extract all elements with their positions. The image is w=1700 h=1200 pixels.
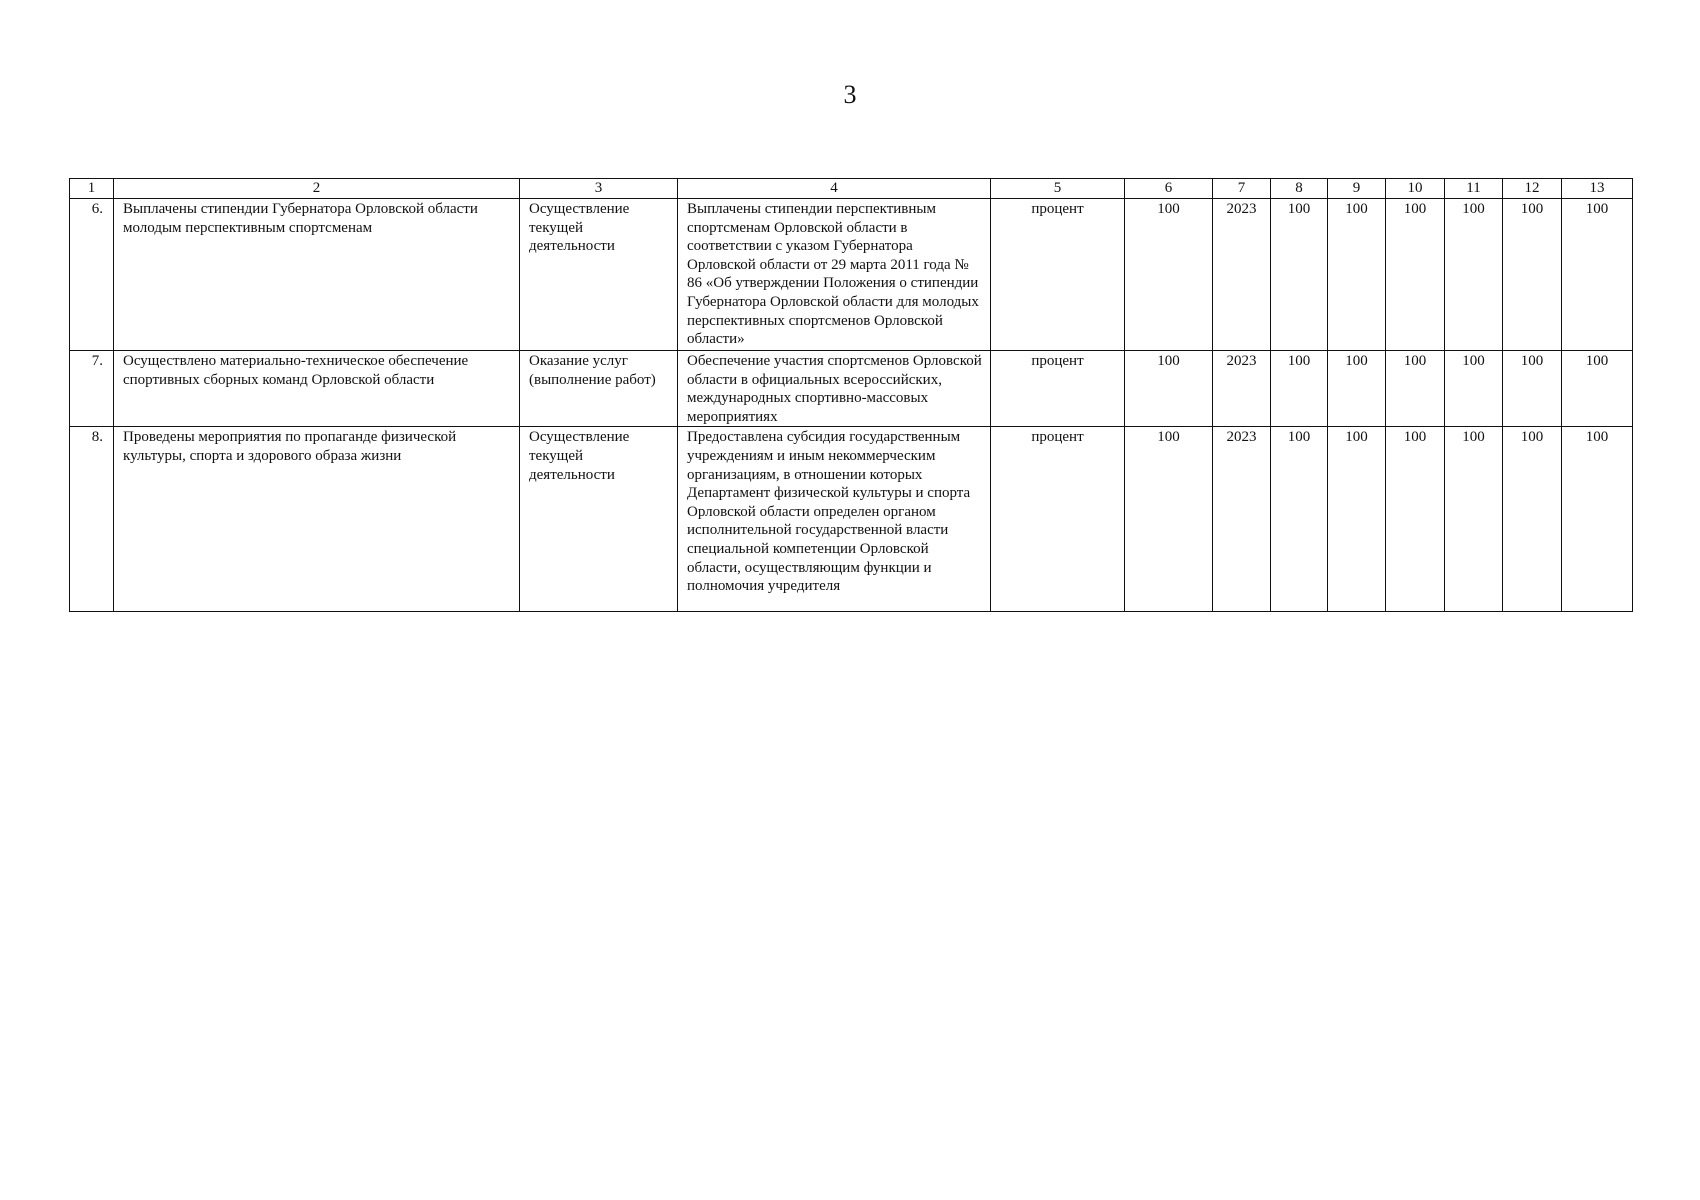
unit-cell: процент xyxy=(991,199,1125,351)
value-cell: 100 xyxy=(1386,351,1445,427)
value-cell: 100 xyxy=(1503,351,1562,427)
column-header: 8 xyxy=(1271,179,1328,199)
results-table xyxy=(69,178,1633,612)
description-cell: Выплачены стипендии перспективным спортсменам Орловской области в соответствии с указом Губернатора Орловской области от 29 марта 2011 года № 86 «Об утверждении Положения о стипендии Губернатора Орловской области для молодых перспективных спортсменов Орловской области» xyxy=(678,199,991,351)
column-header: 4 xyxy=(678,179,991,199)
column-header: 13 xyxy=(1562,179,1633,199)
result-cell: Выплачены стипендии Губернатора Орловской области молодым перспективным спортсменам xyxy=(114,199,520,351)
unit-cell: процент xyxy=(991,351,1125,427)
value-cell: 100 xyxy=(1271,199,1328,351)
base-year-cell: 2023 xyxy=(1213,427,1271,612)
page-number: 3 xyxy=(843,80,857,109)
base-year-cell: 2023 xyxy=(1213,199,1271,351)
column-header: 6 xyxy=(1125,179,1213,199)
row-number: 8. xyxy=(70,427,114,612)
type-cell: Осуществление текущей деятельности xyxy=(520,427,678,612)
table-row xyxy=(70,427,1633,612)
type-cell: Оказание услуг (выполнение работ) xyxy=(520,351,678,427)
value-cell: 100 xyxy=(1271,427,1328,612)
value-cell: 100 xyxy=(1328,427,1386,612)
column-header: 1 xyxy=(70,179,114,199)
value-cell: 100 xyxy=(1445,351,1503,427)
value-cell: 100 xyxy=(1562,351,1633,427)
value-cell: 100 xyxy=(1503,427,1562,612)
base-value-cell: 100 xyxy=(1125,351,1213,427)
value-cell: 100 xyxy=(1562,427,1633,612)
base-value-cell: 100 xyxy=(1125,427,1213,612)
header-row xyxy=(70,179,1633,199)
description-cell: Обеспечение участия спортсменов Орловской области в официальных всероссийских, международных спортивно-массовых мероприятиях xyxy=(678,351,991,427)
value-cell: 100 xyxy=(1328,199,1386,351)
value-cell: 100 xyxy=(1328,351,1386,427)
value-cell: 100 xyxy=(1386,199,1445,351)
column-header: 3 xyxy=(520,179,678,199)
result-cell: Осуществлено материально-техническое обеспечение спортивных сборных команд Орловской области xyxy=(114,351,520,427)
value-cell: 100 xyxy=(1445,199,1503,351)
column-header: 9 xyxy=(1328,179,1386,199)
value-cell: 100 xyxy=(1503,199,1562,351)
column-header: 10 xyxy=(1386,179,1445,199)
column-header: 12 xyxy=(1503,179,1562,199)
value-cell: 100 xyxy=(1562,199,1633,351)
base-value-cell: 100 xyxy=(1125,199,1213,351)
row-number: 7. xyxy=(70,351,114,427)
row-number: 6. xyxy=(70,199,114,351)
description-cell: Предоставлена субсидия государственным учреждениям и иным некоммерческим организациям, в отношении которых Департамент физической культуры и спорта Орловской области определен органом исполнительной государственной власти специальной компетенции Орловской области, осуществляющим функции и полномочия учредителя xyxy=(678,427,991,612)
column-header: 5 xyxy=(991,179,1125,199)
value-cell: 100 xyxy=(1386,427,1445,612)
column-header: 2 xyxy=(114,179,520,199)
value-cell: 100 xyxy=(1445,427,1503,612)
column-header: 7 xyxy=(1213,179,1271,199)
table-row xyxy=(70,199,1633,351)
value-cell: 100 xyxy=(1271,351,1328,427)
table-row xyxy=(70,351,1633,427)
type-cell: Осуществление текущей деятельности xyxy=(520,199,678,351)
base-year-cell: 2023 xyxy=(1213,351,1271,427)
unit-cell: процент xyxy=(991,427,1125,612)
column-header: 11 xyxy=(1445,179,1503,199)
result-cell: Проведены мероприятия по пропаганде физической культуры, спорта и здорового образа жизни xyxy=(114,427,520,612)
